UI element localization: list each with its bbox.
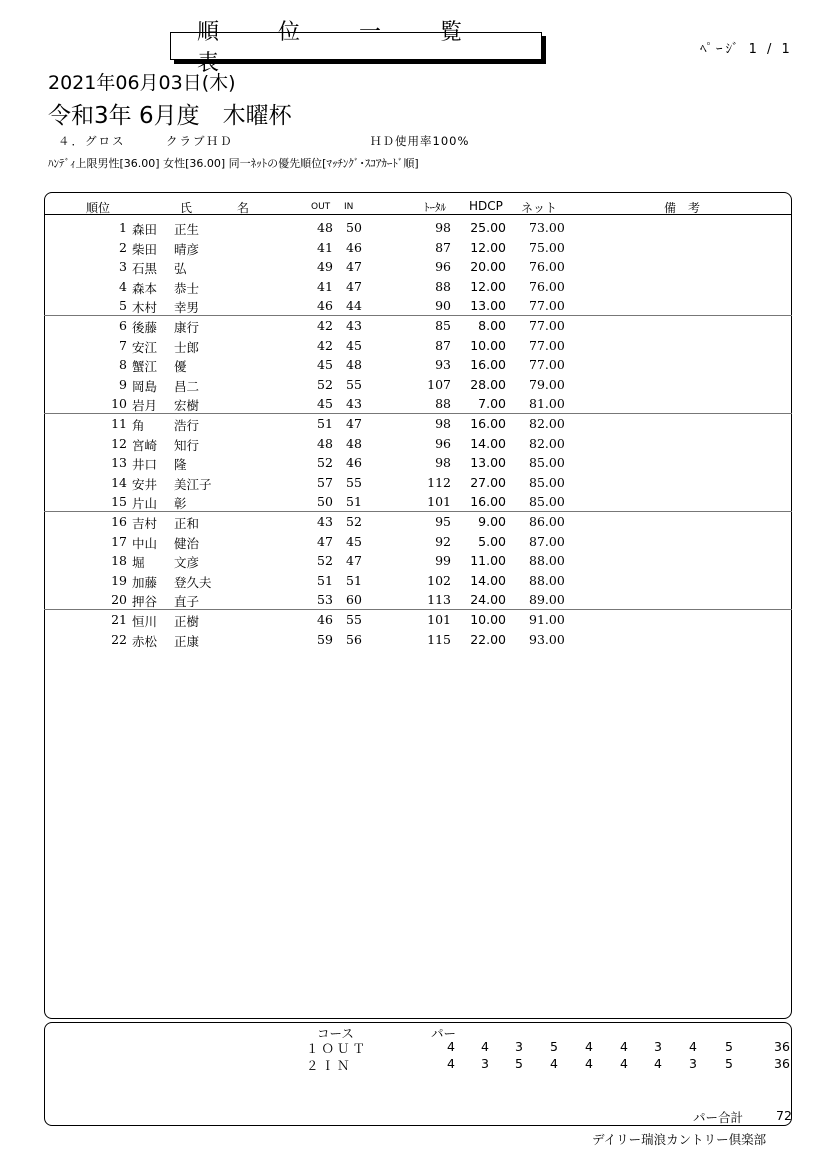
net-score: 88.00 xyxy=(529,572,565,588)
last-name: 木村 xyxy=(132,300,158,316)
table-row xyxy=(44,610,792,630)
total-score: 98 xyxy=(435,416,451,431)
in-score: 47 xyxy=(346,416,362,431)
hole-par: 3 xyxy=(515,1039,523,1054)
table-row xyxy=(44,551,792,571)
rank-cell: 5 xyxy=(119,298,127,314)
total-score: 88 xyxy=(435,396,451,412)
in-score: 46 xyxy=(346,239,362,255)
total-score: 102 xyxy=(427,572,451,588)
hdcp-value: 14.00 xyxy=(470,572,506,588)
hdcp-value: 7.00 xyxy=(478,396,506,412)
rank-cell: 13 xyxy=(111,455,127,471)
table-row xyxy=(44,336,792,356)
rank-cell: 22 xyxy=(111,631,127,647)
course-par-box xyxy=(44,1022,792,1126)
col-net: ネット xyxy=(521,201,558,215)
rank-cell: 18 xyxy=(111,553,127,569)
out-score: 42 xyxy=(317,337,333,353)
net-score: 89.00 xyxy=(529,592,565,608)
net-score: 86.00 xyxy=(529,514,565,529)
total-score: 112 xyxy=(427,474,451,490)
last-name: 堀 xyxy=(132,555,145,571)
table-row xyxy=(44,630,792,650)
col-name-first: 名 xyxy=(237,201,250,215)
hdcp-value: 10.00 xyxy=(470,612,506,627)
out-score: 45 xyxy=(317,396,333,412)
rank-cell: 8 xyxy=(119,357,127,373)
first-name: 幸男 xyxy=(174,300,200,316)
net-score: 85.00 xyxy=(529,494,565,510)
net-score: 79.00 xyxy=(529,376,565,392)
table-row xyxy=(44,238,792,258)
in-score: 45 xyxy=(346,533,362,549)
hdcp-value: 5.00 xyxy=(478,533,506,549)
first-name: 健治 xyxy=(174,535,200,551)
first-name: 正康 xyxy=(174,633,200,649)
total-score: 96 xyxy=(435,259,451,275)
rank-cell: 1 xyxy=(119,220,127,235)
rank-cell: 14 xyxy=(111,474,127,490)
col-hdcp: HDCP xyxy=(469,199,503,213)
out-score: 52 xyxy=(317,455,333,471)
par-total-label: パー合計 xyxy=(693,1110,744,1125)
col-total: ﾄｰﾀﾙ xyxy=(424,201,446,214)
hole-par: 4 xyxy=(481,1039,489,1054)
table-row xyxy=(44,394,792,414)
course-name: １ＯＵＴ xyxy=(306,1041,369,1056)
total-score: 98 xyxy=(435,220,451,235)
net-score: 82.00 xyxy=(529,416,565,431)
table-row xyxy=(44,571,792,591)
hole-par: 3 xyxy=(654,1039,662,1054)
last-name: 片山 xyxy=(132,496,158,512)
total-score: 87 xyxy=(435,239,451,255)
rank-cell: 9 xyxy=(119,376,127,392)
first-name: 美江子 xyxy=(174,476,212,492)
out-score: 43 xyxy=(317,514,333,529)
hole-par: 4 xyxy=(447,1039,455,1054)
net-score: 93.00 xyxy=(529,631,565,647)
last-name: 蟹江 xyxy=(132,359,158,375)
first-name: 宏樹 xyxy=(174,398,200,414)
first-name: 直子 xyxy=(174,594,200,610)
rank-cell: 3 xyxy=(119,259,127,275)
total-score: 101 xyxy=(427,494,451,510)
total-score: 113 xyxy=(427,592,451,608)
hdcp-value: 12.00 xyxy=(470,278,506,294)
first-name: 隆 xyxy=(174,457,187,473)
rank-cell: 2 xyxy=(119,239,127,255)
total-score: 88 xyxy=(435,278,451,294)
hdcp-value: 12.00 xyxy=(470,239,506,255)
rank-cell: 21 xyxy=(111,612,127,627)
last-name: 赤松 xyxy=(132,633,158,649)
hdcp-value: 22.00 xyxy=(470,631,506,647)
hdcp-value: 16.00 xyxy=(470,416,506,431)
first-name: 登久夫 xyxy=(174,574,212,590)
hole-par: 4 xyxy=(550,1056,558,1071)
rank-cell: 16 xyxy=(111,514,127,529)
in-score: 52 xyxy=(346,514,362,529)
first-name: 優 xyxy=(174,359,187,375)
net-score: 87.00 xyxy=(529,533,565,549)
hole-par: 4 xyxy=(689,1039,697,1054)
hole-par: 3 xyxy=(689,1056,697,1071)
table-row xyxy=(44,355,792,375)
hdcp-value: 13.00 xyxy=(470,298,506,314)
hdcp-value: 25.00 xyxy=(470,220,506,235)
hdcp-value: 9.00 xyxy=(478,514,506,529)
last-name: 井口 xyxy=(132,457,158,473)
event-name: 令和3年 6月度 木曜杯 xyxy=(48,103,292,129)
in-score: 48 xyxy=(346,435,362,451)
in-score: 48 xyxy=(346,357,362,373)
rank-cell: 4 xyxy=(119,278,127,294)
out-score: 46 xyxy=(317,612,333,627)
out-score: 48 xyxy=(317,220,333,235)
col-rank: 順位 xyxy=(86,201,111,215)
in-score: 60 xyxy=(346,592,362,608)
net-score: 88.00 xyxy=(529,553,565,569)
table-row xyxy=(44,434,792,454)
net-score: 81.00 xyxy=(529,396,565,412)
table-row xyxy=(44,590,792,610)
col-name-last: 氏 xyxy=(180,201,193,215)
first-name: 正和 xyxy=(174,516,200,531)
hd-rate-label: ＨＤ使用率100% xyxy=(370,134,470,148)
hdcp-value: 11.00 xyxy=(470,553,506,569)
first-name: 康行 xyxy=(174,320,200,335)
rank-cell: 17 xyxy=(111,533,127,549)
table-row xyxy=(44,492,792,512)
rank-cell: 6 xyxy=(119,318,127,333)
out-score: 52 xyxy=(317,376,333,392)
out-score: 45 xyxy=(317,357,333,373)
last-name: 吉村 xyxy=(132,516,158,531)
hdcp-value: 13.00 xyxy=(470,455,506,471)
course-par-total: 36 xyxy=(774,1056,790,1071)
out-score: 41 xyxy=(317,278,333,294)
out-score: 52 xyxy=(317,553,333,569)
net-score: 77.00 xyxy=(529,318,565,333)
last-name: 森田 xyxy=(132,222,158,237)
hdcp-value: 10.00 xyxy=(470,337,506,353)
net-score: 85.00 xyxy=(529,474,565,490)
hole-par: 4 xyxy=(654,1056,662,1071)
rank-cell: 10 xyxy=(111,396,127,412)
first-name: 文彦 xyxy=(174,555,200,571)
table-row xyxy=(44,257,792,277)
hole-par: 4 xyxy=(620,1056,628,1071)
total-score: 87 xyxy=(435,337,451,353)
rank-cell: 15 xyxy=(111,494,127,510)
last-name: 角 xyxy=(132,418,145,433)
total-score: 93 xyxy=(435,357,451,373)
hdcp-value: 28.00 xyxy=(470,376,506,392)
hole-par: 4 xyxy=(585,1039,593,1054)
out-score: 48 xyxy=(317,435,333,451)
in-score: 47 xyxy=(346,278,362,294)
in-score: 47 xyxy=(346,553,362,569)
first-name: 恭士 xyxy=(174,280,200,296)
out-score: 50 xyxy=(317,494,333,510)
table-row xyxy=(44,453,792,473)
course-label: コース xyxy=(317,1026,354,1041)
first-name: 弘 xyxy=(174,261,187,277)
in-score: 45 xyxy=(346,337,362,353)
hole-par: 4 xyxy=(620,1039,628,1054)
col-remarks: 備 考 xyxy=(664,201,701,215)
in-score: 55 xyxy=(346,612,362,627)
in-score: 51 xyxy=(346,572,362,588)
page-number: ﾍﾟｰｼﾞ 1 / 1 xyxy=(700,42,793,57)
category-label: ４．グロス xyxy=(58,134,126,148)
course-par-total: 36 xyxy=(774,1039,790,1054)
hole-par: 4 xyxy=(447,1056,455,1071)
hdcp-value: 20.00 xyxy=(470,259,506,275)
handicap-limit-note: ﾊﾝﾃﾞｨ上限男性[36.00] 女性[36.00] 同一ﾈｯﾄの優先順位[ﾏｯﾁﾝｸﾞ･ｽｺｱｶｰﾄﾞ順] xyxy=(48,157,419,170)
last-name: 岩月 xyxy=(132,398,158,414)
first-name: 士郎 xyxy=(174,339,200,355)
table-row xyxy=(44,473,792,493)
out-score: 49 xyxy=(317,259,333,275)
total-score: 85 xyxy=(435,318,451,333)
out-score: 41 xyxy=(317,239,333,255)
hdcp-value: 14.00 xyxy=(470,435,506,451)
table-row xyxy=(44,532,792,552)
first-name: 浩行 xyxy=(174,418,200,433)
total-score: 99 xyxy=(435,553,451,569)
hdcp-value: 16.00 xyxy=(470,494,506,510)
last-name: 森本 xyxy=(132,280,158,296)
par-total-value: 72 xyxy=(776,1108,792,1123)
total-score: 115 xyxy=(427,631,451,647)
rank-cell: 20 xyxy=(111,592,127,608)
event-date: 2021年06月03日(木) xyxy=(48,72,236,94)
total-score: 95 xyxy=(435,514,451,529)
in-score: 55 xyxy=(346,376,362,392)
first-name: 知行 xyxy=(174,437,200,453)
net-score: 77.00 xyxy=(529,337,565,353)
in-score: 44 xyxy=(346,298,362,314)
in-score: 51 xyxy=(346,494,362,510)
rank-cell: 19 xyxy=(111,572,127,588)
last-name: 岡島 xyxy=(132,378,158,394)
last-name: 宮崎 xyxy=(132,437,158,453)
total-score: 92 xyxy=(435,533,451,549)
net-score: 85.00 xyxy=(529,455,565,471)
in-score: 47 xyxy=(346,259,362,275)
out-score: 51 xyxy=(317,416,333,431)
net-score: 82.00 xyxy=(529,435,565,451)
hole-par: 3 xyxy=(481,1056,489,1071)
hole-par: 5 xyxy=(725,1039,733,1054)
rank-cell: 7 xyxy=(119,337,127,353)
total-score: 96 xyxy=(435,435,451,451)
net-score: 73.00 xyxy=(529,220,565,235)
last-name: 柴田 xyxy=(132,241,158,257)
hole-par: 5 xyxy=(550,1039,558,1054)
net-score: 77.00 xyxy=(529,357,565,373)
out-score: 42 xyxy=(317,318,333,333)
page-title: 順 位 一 覧 表 xyxy=(170,32,542,60)
first-name: 晴彦 xyxy=(174,241,200,257)
net-score: 77.00 xyxy=(529,298,565,314)
in-score: 43 xyxy=(346,318,362,333)
header-divider xyxy=(44,214,792,215)
out-score: 51 xyxy=(317,572,333,588)
par-label: パー xyxy=(431,1026,457,1041)
hdcp-value: 24.00 xyxy=(470,592,506,608)
table-row xyxy=(44,277,792,297)
out-score: 59 xyxy=(317,631,333,647)
last-name: 安井 xyxy=(132,476,158,492)
out-score: 57 xyxy=(317,474,333,490)
col-in: IN xyxy=(344,202,354,212)
first-name: 正生 xyxy=(174,222,200,237)
hole-par: 4 xyxy=(585,1056,593,1071)
course-name: ２ＩＮ xyxy=(306,1058,353,1073)
total-score: 101 xyxy=(427,612,451,627)
hole-par: 5 xyxy=(725,1056,733,1071)
total-score: 98 xyxy=(435,455,451,471)
net-score: 75.00 xyxy=(529,239,565,255)
net-score: 76.00 xyxy=(529,259,565,275)
rank-cell: 11 xyxy=(111,416,127,431)
in-score: 43 xyxy=(346,396,362,412)
table-row xyxy=(44,375,792,395)
last-name: 押谷 xyxy=(132,594,158,610)
hdcp-value: 16.00 xyxy=(470,357,506,373)
table-row xyxy=(44,414,792,434)
rank-cell: 12 xyxy=(111,435,127,451)
table-row xyxy=(44,296,792,316)
last-name: 石黒 xyxy=(132,261,158,277)
first-name: 彰 xyxy=(174,496,187,512)
total-score: 90 xyxy=(435,298,451,314)
last-name: 加藤 xyxy=(132,574,158,590)
club-name: デイリー瑞浪カントリー倶楽部 xyxy=(592,1132,767,1147)
first-name: 昌二 xyxy=(174,378,200,394)
net-score: 91.00 xyxy=(529,612,565,627)
in-score: 46 xyxy=(346,455,362,471)
last-name: 中山 xyxy=(132,535,158,551)
table-row xyxy=(44,218,792,238)
in-score: 55 xyxy=(346,474,362,490)
class-label: クラブＨＤ xyxy=(166,134,234,148)
last-name: 安江 xyxy=(132,339,158,355)
table-row xyxy=(44,512,792,532)
hdcp-value: 27.00 xyxy=(470,474,506,490)
total-score: 107 xyxy=(427,376,451,392)
out-score: 47 xyxy=(317,533,333,549)
in-score: 56 xyxy=(346,631,362,647)
col-out: OUT xyxy=(311,202,331,212)
hole-par: 5 xyxy=(515,1056,523,1071)
out-score: 46 xyxy=(317,298,333,314)
out-score: 53 xyxy=(317,592,333,608)
hdcp-value: 8.00 xyxy=(478,318,506,333)
first-name: 正樹 xyxy=(174,614,200,629)
table-row xyxy=(44,316,792,336)
net-score: 76.00 xyxy=(529,278,565,294)
in-score: 50 xyxy=(346,220,362,235)
last-name: 恒川 xyxy=(132,614,158,629)
last-name: 後藤 xyxy=(132,320,158,335)
